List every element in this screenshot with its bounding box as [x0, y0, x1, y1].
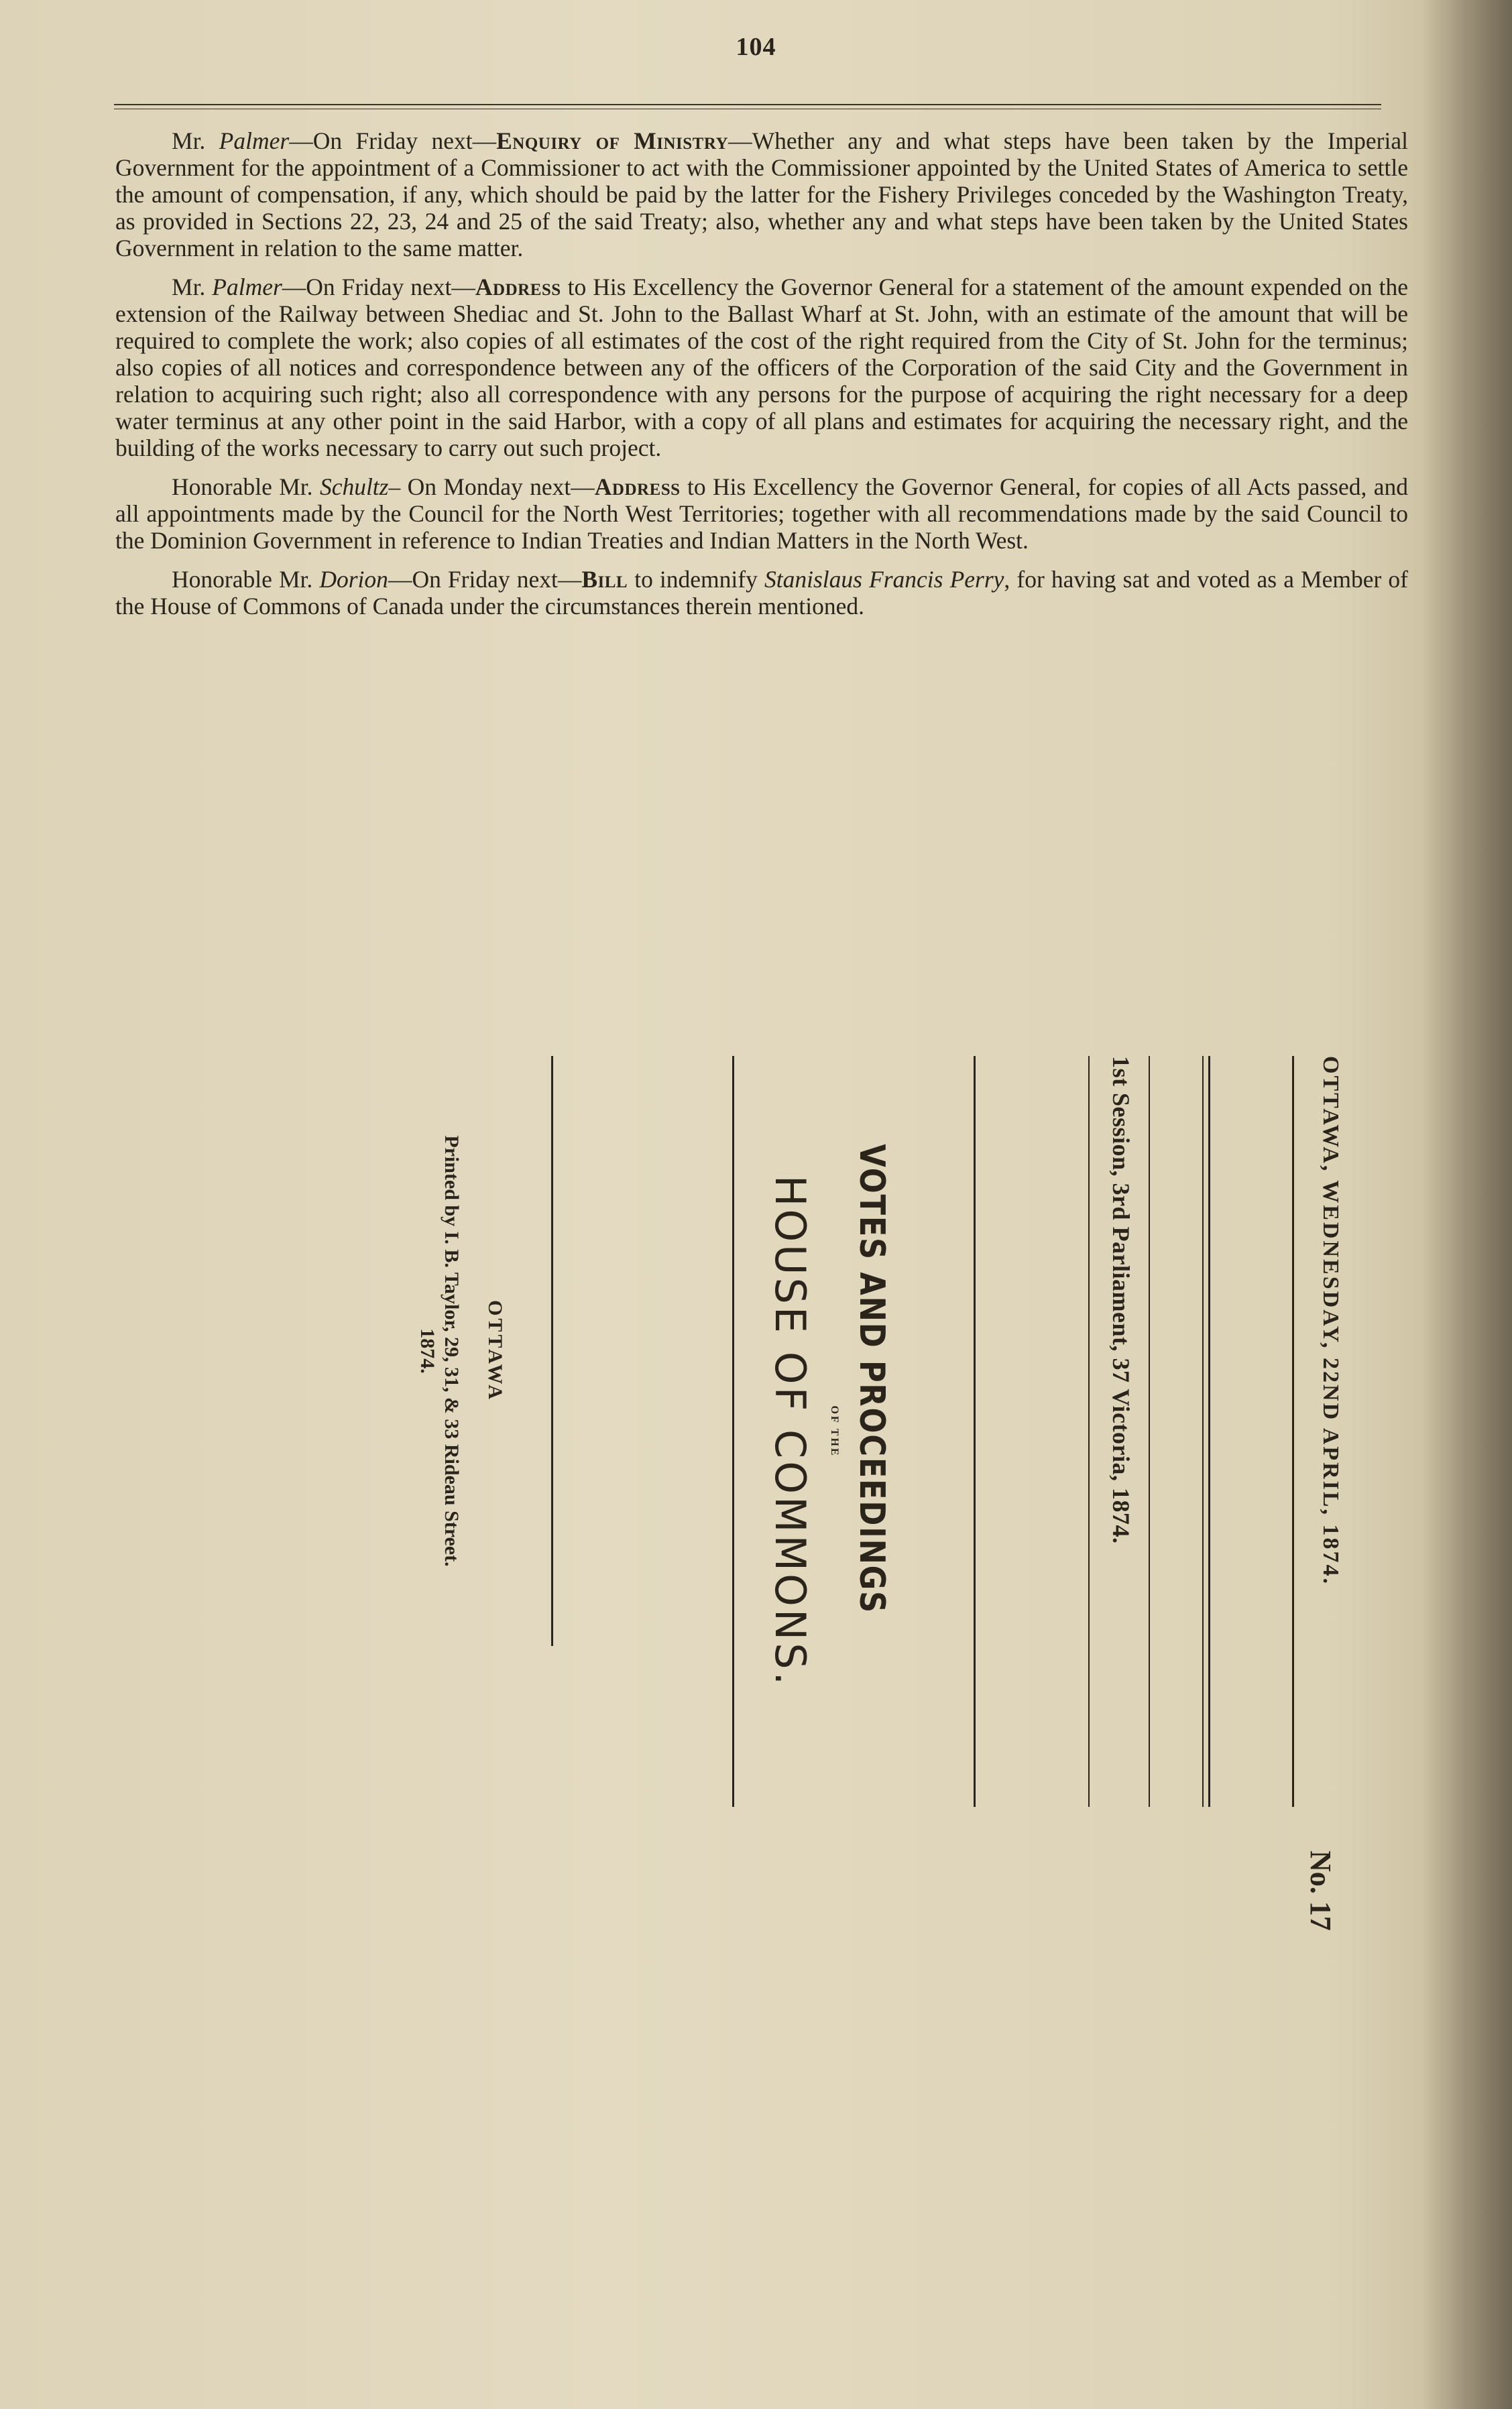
title-rule: [1088, 1056, 1090, 1807]
member-name: Dorion: [319, 566, 388, 593]
page-number: 104: [736, 33, 776, 61]
notice-palmer-enquiry: [115, 127, 1408, 261]
member-name: Palmer: [219, 127, 290, 154]
notice-dorion-bill: [115, 566, 1408, 620]
title-rule: [974, 1056, 976, 1807]
notice-day: —On Friday next—: [282, 274, 475, 300]
notice-text: to His Excellency the Governor General for a statement of the amount expended on the extension of the Railway between Shediac and St. John to the Ballast Wharf at St. John, with an estimate of the amount that will be required to complete the work; also copies of all estimates of the cost of the right required from the City of St. John for the terminus; also copies of all notices and correspondence between any of the officers of the Corporation of the said City and the Government in relation to acquiring such right; also all correspondence with any persons for the purpose of acquiring the right necessary for a deep water terminus at any other point in the said Harbor, with a copy of all plans and estimates for acquiring the necessary right, and the building of the works necessary to carry out such project.: [115, 274, 1408, 461]
member-title: Honorable Mr.: [172, 566, 320, 593]
title-of-the: OF THE: [829, 1405, 840, 1458]
notice-text: —Whether any and what steps have been taken by the Imperial Government for the appointment of a Commissioner to act with the Commissioner appointed by the United States of America to settle the amount of compensation, if any, which should be paid by the latter for the Fishery Privileges conceded by the Washington Treaty, as provided in Sections 22, 23, 24 and 25 of the said Treaty; also, whether any and what steps have been taken by the United States Government in relation to the same matter.: [115, 127, 1408, 261]
notice-day: —On Friday next—: [388, 566, 582, 593]
title-page-rotated: [131, 919, 1405, 2005]
imprint-printer: [415, 1056, 463, 1646]
notices-section: [115, 127, 1408, 632]
imprint-city: OTTAWA: [484, 1300, 506, 1402]
notice-text: to His Excellency the Governor General, for copies of all Acts passed, and all appointments made by the Council for the North West Territories; together with all recommendations made by the said Council to the Dominion Government in reference to Indian Treaties and Indian Matters in the North West.: [115, 473, 1408, 554]
title-votes: VOTES AND PROCEEDINGS: [852, 1144, 892, 1614]
notice-kind: Address: [594, 473, 681, 500]
notice-schultz-address: [115, 473, 1408, 554]
member-title: Mr.: [172, 274, 213, 300]
bill-subject-name: Stanislaus Francis Perry: [764, 566, 1004, 593]
member-name: Palmer: [212, 274, 282, 300]
header-rule: [114, 104, 1381, 105]
notice-text: to indemnify: [628, 566, 764, 593]
notice-kind: Address: [475, 274, 561, 300]
notice-kind: Enquiry of Ministry: [496, 127, 729, 154]
member-name: Schultz: [319, 473, 389, 500]
notice-palmer-address: [115, 274, 1408, 461]
imprint-printer-text: Printed by I. B. Taylor, 29, 31, & 33 Rideau Street.: [441, 1135, 463, 1567]
title-house: HOUSE OF COMMONS.: [766, 1175, 815, 1688]
title-number: No. 17: [1304, 1850, 1337, 1931]
title-date: OTTAWA, WEDNESDAY, 22ND APRIL, 1874.: [1318, 1056, 1343, 1586]
title-rule: [1149, 1056, 1150, 1807]
title-rule: [732, 1056, 734, 1807]
notice-text: , for having sat and voted as a Member of the House of Commons of Canada under the circumstances therein mentioned.: [115, 566, 1408, 620]
imprint-year: 1874.: [416, 1328, 439, 1374]
title-rule: [1202, 1056, 1204, 1807]
member-title: Mr.: [172, 127, 219, 154]
notice-kind: Bill: [581, 566, 628, 593]
title-rule: [1208, 1056, 1210, 1807]
notice-day: —On Friday next—: [289, 127, 497, 154]
member-title: Honorable Mr.: [172, 473, 320, 500]
title-rule: [551, 1056, 553, 1646]
title-session: 1st Session, 3rd Parliament, 37 Victoria, 1874.: [1108, 1056, 1135, 1544]
notice-day: – On Monday next—: [388, 473, 595, 500]
title-rule: [1292, 1056, 1294, 1807]
